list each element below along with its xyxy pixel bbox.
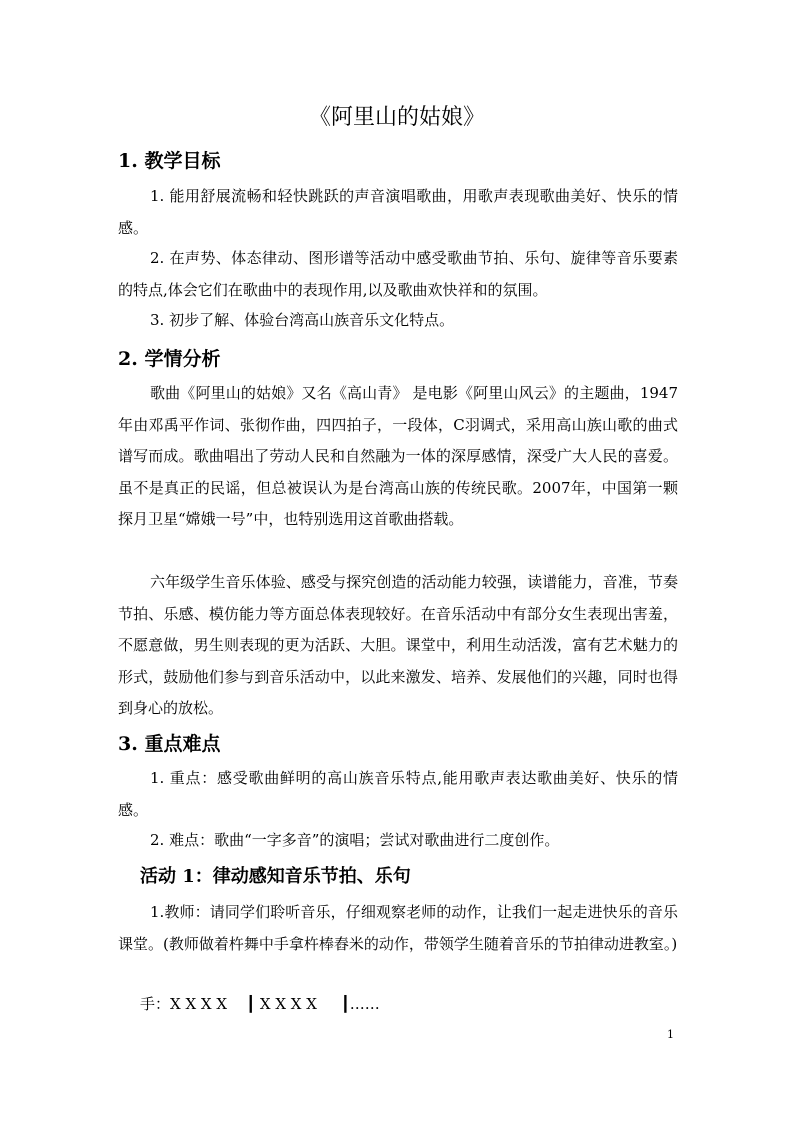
goal-item-3: 3. 初步了解、体验台湾高山族音乐文化特点。 <box>150 311 455 329</box>
document-title: 《阿里山的姑娘》 <box>308 105 485 130</box>
activity-text: 1.教师：请同学们聆听音乐，仔细观察老师的动作，让我们一起走进快乐的音乐课堂。(教师做着杵舞中手拿杵棒舂米的动作，带领学生随着音乐的节拍律动进教室。) <box>118 903 678 953</box>
section-heading-analysis: 2. 学情分析 <box>118 348 221 370</box>
analysis-paragraph-1: 歌曲《阿里山的姑娘》又名《高山青》 是电影《阿里山风云》的主题曲，1947年由邓禹平作词、张彻作曲，四四拍子，一段体，C羽调式，采用高山族山歌的曲式谱写而成。歌曲唱出了劳动人民和自然融为一体的深厚感情，深受广大人民的喜爱。虽不是真正的民谣，但总被误认为是台湾高山族的传统民歌。2007年，中国第一颗探月卫星“嫦娥一号”中，也特别选用这首歌曲搭载。 <box>118 384 678 528</box>
activity-heading: 活动 1：律动感知音乐节拍、乐句 <box>140 866 411 887</box>
section-heading-teaching-goals: 1. 教学目标 <box>118 150 221 172</box>
goal-item-1: 1. 能用舒展流畅和轻快跳跃的声音演唱歌曲，用歌声表现歌曲美好、快乐的情感。 <box>118 187 678 237</box>
page-number: 1 <box>667 1028 674 1041</box>
key-point-item-2: 2. 难点：歌曲“一字多音”的演唱；尝试对歌曲进行二度创作。 <box>150 831 560 849</box>
goal-item-2: 2. 在声势、体态律动、图形谱等活动中感受歌曲节拍、乐句、旋律等音乐要素的特点,体会它们在歌曲中的表现作用,以及歌曲欢快祥和的氛围。 <box>118 249 678 299</box>
key-point-item-1: 1. 重点：感受歌曲鲜明的高山族音乐特点,能用歌声表达歌曲美好、快乐的情感。 <box>118 769 678 819</box>
analysis-paragraph-2: 六年级学生音乐体验、感受与探究创造的活动能力较强，读谱能力，音准，节奏节拍、乐感、模仿能力等方面总体表现较好。在音乐活动中有部分女生表现出害羞，不愿意做，男生则表现的更为活跃、大胆。课堂中，利用生动活泼，富有艺术魅力的形式，鼓励他们参与到音乐活动中，以此来激发、培养、发展他们的兴趣，同时也得到身心的放松。 <box>118 573 678 717</box>
rhythm-notation: 手：X X X X ┃ X X X X ┃…… <box>140 995 380 1013</box>
section-heading-key-points: 3. 重点难点 <box>118 733 221 755</box>
